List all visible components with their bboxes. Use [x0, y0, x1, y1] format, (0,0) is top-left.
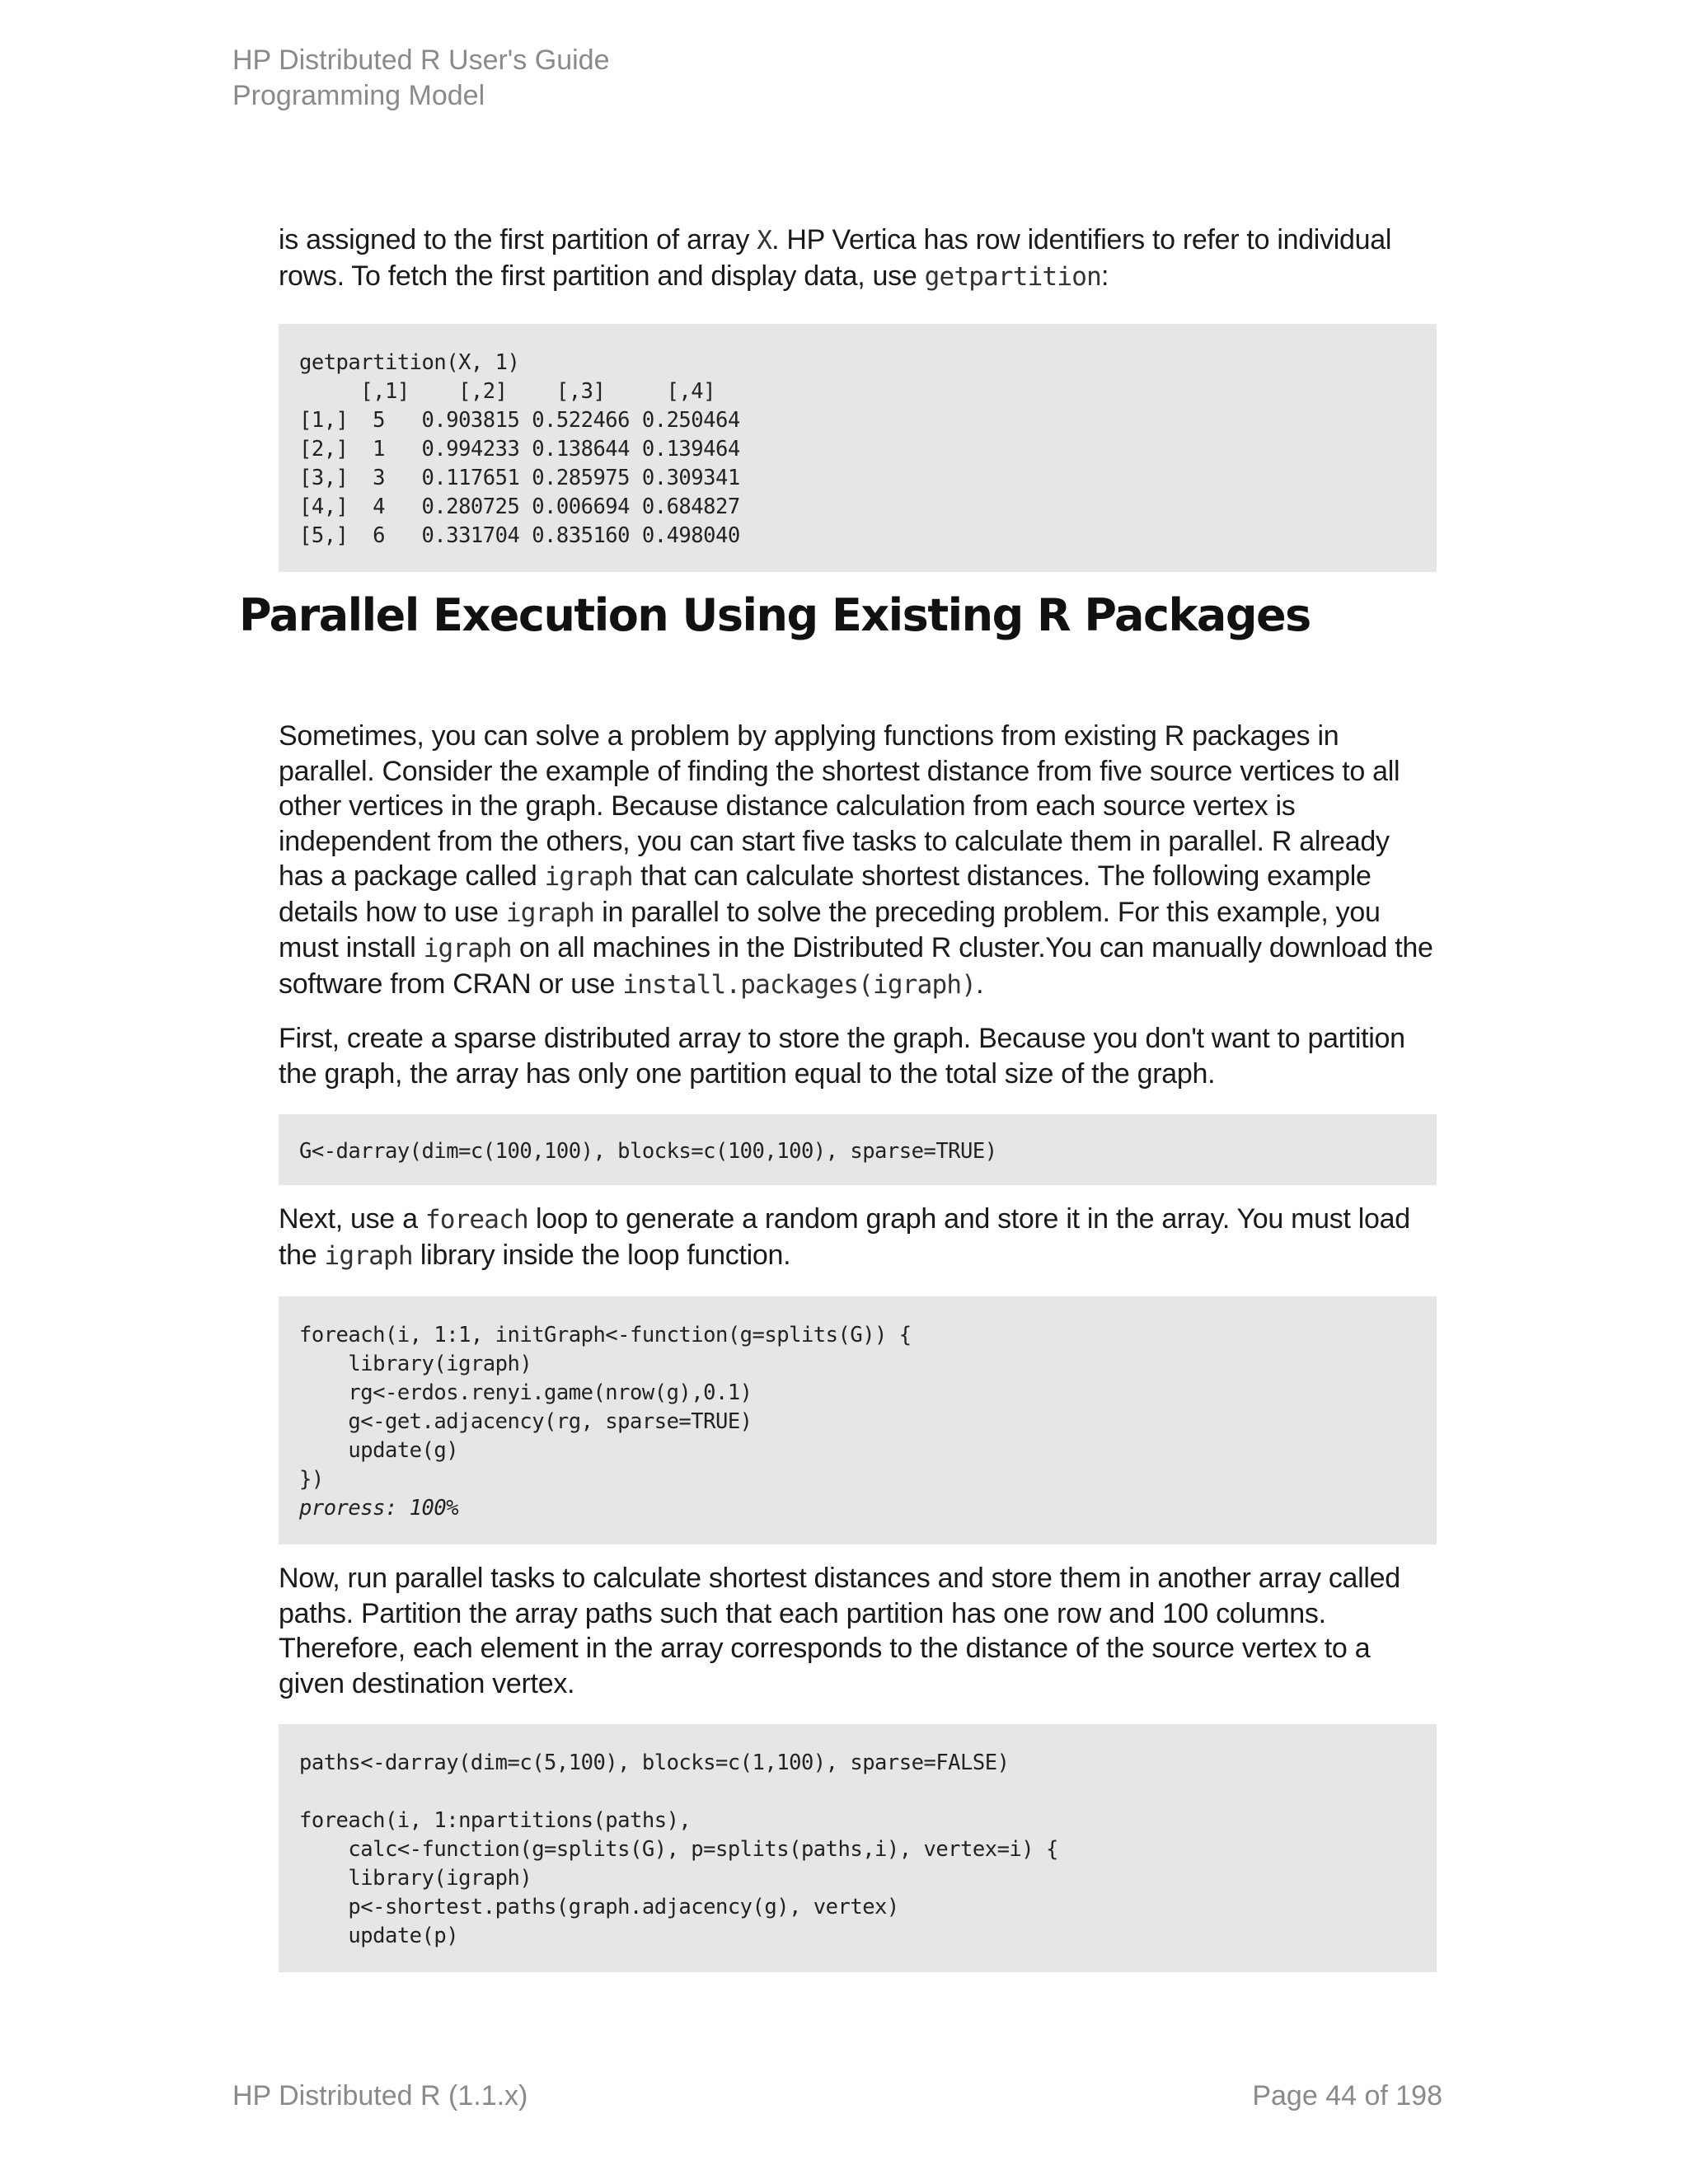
code-block-shortest-paths: paths<-darray(dim=c(5,100), blocks=c(1,100), sparse=FALSE) foreach(i, 1:npartitions(paths), calc<-function(g=splits(G), p=splits(paths,i), vertex=i) { library(igraph) p<-shortest.paths(graph.adjacency(g), vertex) update(p)	[279, 1724, 1437, 1972]
header-guide-title: HP Distributed R User's Guide	[232, 45, 610, 76]
section-title: Parallel Execution Using Existing R Packages	[239, 589, 1311, 641]
paragraph-existing-packages: Sometimes, you can solve a problem by applying functions from existing R packages in parallel. Consider the example of finding the shortest distance from five source vertices to all other vertices in the graph. Because distance calculation from each source vertex is independent from the others, you can start five tasks to calculate them in parallel. R already has a package called igraph that can calculate shortest distances. The following example details how to use igraph in parallel to solve the preceding problem. For this example, you must install igraph on all machines in the Distributed R cluster.You can manually download the software from CRAN or use install.packages(igraph).	[279, 720, 1433, 1000]
code-block-initgraph: foreach(i, 1:1, initGraph<-function(g=splits(G)) { library(igraph) rg<-erdos.renyi.game(nrow(g),0.1) g<-get.adjacency(rg, sparse=TRUE) update(g) }) proress: 100%	[279, 1296, 1437, 1544]
header-chapter-title: Programming Model	[232, 80, 485, 111]
page-content	[279, 223, 1437, 1972]
footer-product: HP Distributed R (1.1.x)	[232, 2080, 528, 2111]
code-output: proress: 100%	[299, 1496, 459, 1521]
paragraph-sparse-array: First, create a sparse distributed array to store the graph. Because you don't want to partition the graph, the array has only one partition equal to the total size of the graph.	[279, 1023, 1405, 1090]
footer-page-number: Page 44 of 198	[1252, 2080, 1442, 2111]
code-block-darray: G<-darray(dim=c(100,100), blocks=c(100,100), sparse=TRUE)	[279, 1114, 1437, 1185]
paragraph-foreach: Next, use a foreach loop to generate a random graph and store it in the array. You must load the igraph library inside the loop function.	[279, 1203, 1410, 1271]
code-block-getpartition: getpartition(X, 1) [,1] [,2] [,3] [,4] [1,] 5 0.903815 0.522466 0.250464 [2,] 1 0.994233 0.138644 0.139464 [3,] 3 0.117651 0.285975 0.309341 [4,] 4 0.280725 0.006694 0.684827 [5,] 6 0.331704 0.835160 0.498040	[279, 324, 1437, 572]
paragraph-parallel-tasks: Now, run parallel tasks to calculate shortest distances and store them in another array called paths. Partition the array paths such that each partition has one row and 100 columns. Therefore, each element in the array corresponds to the distance of the source vertex to a given destination vertex.	[279, 1563, 1400, 1699]
intro-paragraph: is assigned to the first partition of array X. HP Vertica has row identifiers to refer to individual rows. To fetch the first partition and display data, use getpartition:	[279, 224, 1392, 292]
running-header	[232, 43, 609, 114]
inline-code-getpartition: getpartition	[924, 261, 1101, 292]
inline-code-x: X	[757, 226, 772, 255]
